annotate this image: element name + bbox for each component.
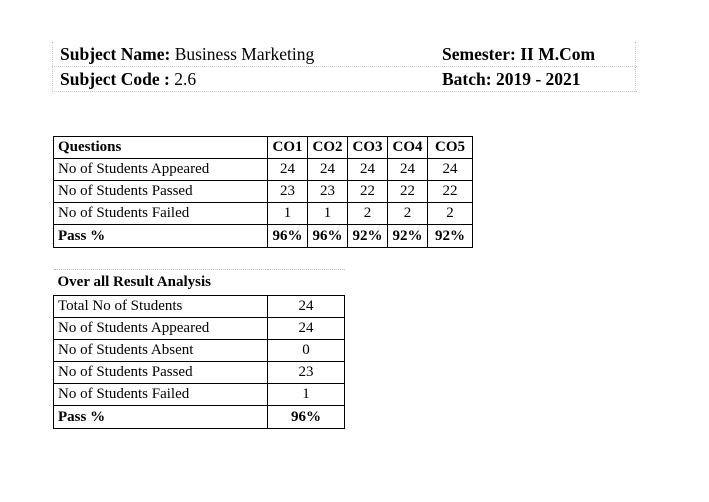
column-header: CO3 (348, 137, 388, 159)
document-header (52, 42, 637, 92)
table-row (54, 362, 345, 384)
pass-percent-row (54, 225, 473, 248)
subject-name (60, 44, 314, 65)
subject-name-label: Subject Name: (60, 44, 171, 64)
semester: Semester: II M.Com (442, 44, 596, 64)
subject-code-label: Subject Code : (60, 69, 170, 89)
table-row (54, 296, 345, 318)
table-cell: 23 (268, 181, 308, 203)
empty-cell (268, 270, 345, 296)
table-cell: 92% (428, 225, 473, 248)
table-cell: 23 (308, 181, 348, 203)
table-title: Over all Result Analysis (54, 270, 268, 296)
row-label: No of Students Passed (54, 362, 268, 384)
subject-name-value: Business Marketing (174, 44, 315, 64)
table-row (54, 181, 473, 203)
row-label: Total No of Students (54, 296, 268, 318)
row-label: No of Students Appeared (54, 318, 268, 340)
table-cell: 92% (388, 225, 428, 248)
table-cell: 23 (268, 362, 345, 384)
row-label: No of Students Absent (54, 340, 268, 362)
table-cell: 24 (268, 318, 345, 340)
table-cell: 2 (428, 203, 473, 225)
table-cell: 1 (308, 203, 348, 225)
table-cell: 2 (388, 203, 428, 225)
table-cell: 22 (428, 181, 473, 203)
column-header: CO1 (268, 137, 308, 159)
row-label: Pass % (54, 406, 268, 429)
table-cell: 22 (388, 181, 428, 203)
header-row (52, 67, 637, 92)
row-label: No of Students Appeared (54, 159, 268, 181)
subject-code (60, 69, 196, 90)
row-label: No of Students Failed (54, 384, 268, 406)
table-cell: 96% (268, 406, 345, 429)
co-result-table (53, 136, 473, 248)
table-cell: 96% (308, 225, 348, 248)
column-header: CO5 (428, 137, 473, 159)
batch: Batch: 2019 - 2021 (442, 69, 581, 89)
column-header: CO2 (308, 137, 348, 159)
table-row (54, 340, 345, 362)
header-row (52, 42, 637, 67)
table-cell: 0 (268, 340, 345, 362)
table-cell: 2 (348, 203, 388, 225)
table-cell: 24 (268, 296, 345, 318)
table-cell: 92% (348, 225, 388, 248)
table-cell: 24 (428, 159, 473, 181)
table-cell: 24 (388, 159, 428, 181)
table-cell: 24 (268, 159, 308, 181)
overall-result-table (53, 269, 345, 429)
row-label: Pass % (54, 225, 268, 248)
table-row (54, 318, 345, 340)
table-row (54, 159, 473, 181)
column-header: Questions (54, 137, 268, 159)
table-cell: 24 (348, 159, 388, 181)
row-label: No of Students Failed (54, 203, 268, 225)
table-cell: 1 (268, 384, 345, 406)
table-cell: 1 (268, 203, 308, 225)
table-cell: 22 (348, 181, 388, 203)
table-row (54, 203, 473, 225)
table-header-row (54, 137, 473, 159)
pass-percent-row (54, 406, 345, 429)
table-cell: 96% (268, 225, 308, 248)
subject-code-value: 2.6 (174, 69, 197, 89)
table-row (54, 384, 345, 406)
table-cell: 24 (308, 159, 348, 181)
table-title-row (54, 270, 345, 296)
row-label: No of Students Passed (54, 181, 268, 203)
column-header: CO4 (388, 137, 428, 159)
